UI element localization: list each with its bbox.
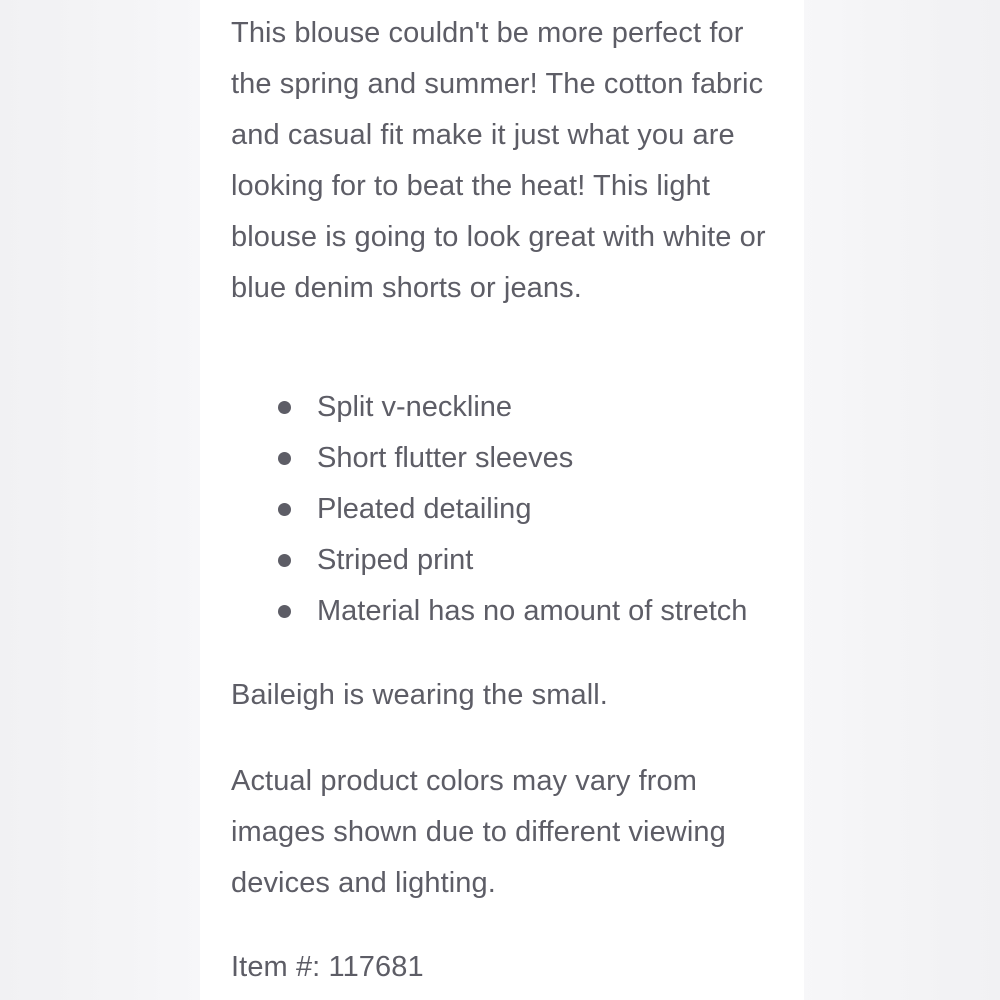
bullet-icon bbox=[278, 452, 291, 465]
feature-text: Striped print bbox=[317, 544, 474, 576]
intro-line: the spring and summer! The cotton fabric bbox=[231, 68, 764, 100]
list-item bbox=[231, 382, 791, 433]
feature-text: Short flutter sleeves bbox=[317, 442, 574, 474]
feature-list bbox=[231, 382, 791, 637]
disclaimer-line: Actual product colors may vary from bbox=[231, 765, 698, 797]
product-intro-paragraph bbox=[231, 8, 791, 314]
bullet-icon bbox=[278, 605, 291, 618]
model-size-note: Baileigh is wearing the small. bbox=[231, 679, 608, 711]
product-description-panel bbox=[200, 0, 804, 1000]
intro-line: blouse is going to look great with white or bbox=[231, 221, 766, 253]
list-item bbox=[231, 484, 791, 535]
bullet-icon bbox=[278, 401, 291, 414]
bullet-icon bbox=[278, 503, 291, 516]
intro-line: looking for to beat the heat! This light bbox=[231, 170, 711, 202]
item-number: Item #: 117681 bbox=[231, 951, 424, 983]
list-item bbox=[231, 433, 791, 484]
feature-text: Material has no amount of stretch bbox=[317, 595, 748, 627]
disclaimer-line: images shown due to different viewing bbox=[231, 816, 726, 848]
intro-line: and casual fit make it just what you are bbox=[231, 119, 735, 151]
intro-line: This blouse couldn't be more perfect for bbox=[231, 17, 744, 49]
intro-line: blue denim shorts or jeans. bbox=[231, 272, 582, 304]
feature-text: Pleated detailing bbox=[317, 493, 532, 525]
list-item bbox=[231, 535, 791, 586]
color-disclaimer bbox=[231, 756, 791, 909]
list-item bbox=[231, 586, 791, 637]
feature-text: Split v-neckline bbox=[317, 391, 513, 423]
bullet-icon bbox=[278, 554, 291, 567]
background-left bbox=[0, 0, 200, 1000]
disclaimer-line: devices and lighting. bbox=[231, 867, 496, 899]
background-right bbox=[800, 0, 1000, 1000]
